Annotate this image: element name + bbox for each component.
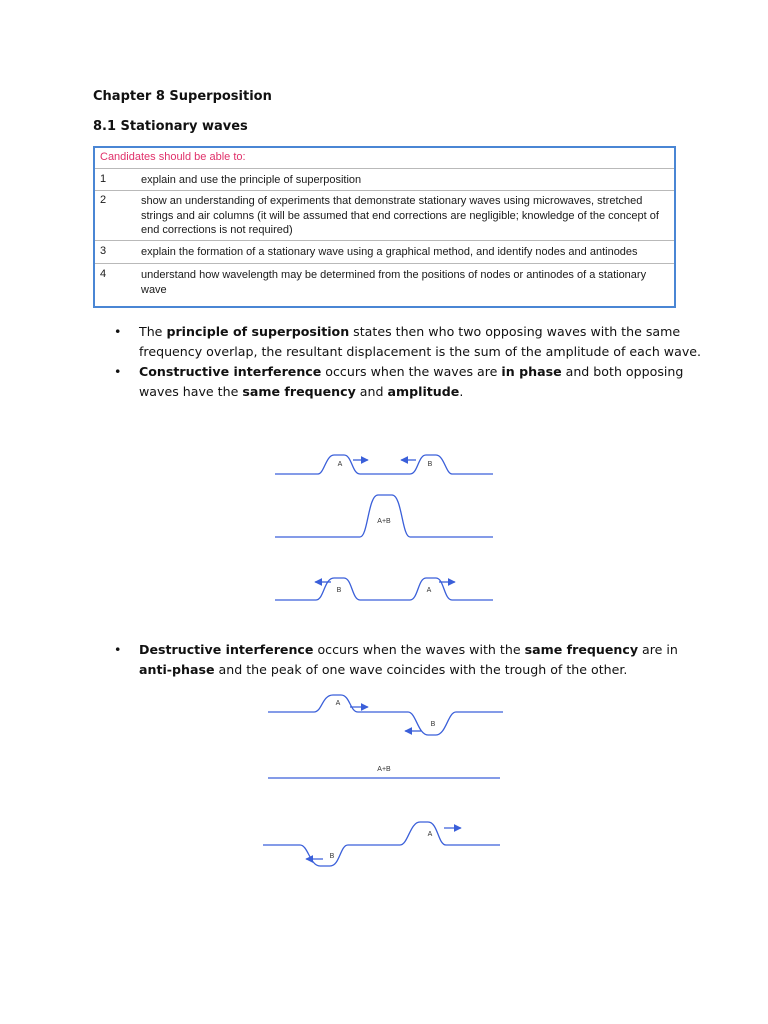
objective-text: show an understanding of experiments that demonstrate stationary waves using microwaves, stretched strings and air columns (it will be assumed that end corrections are negligible; knowledge of the concept of end corrections is not required) <box>141 195 659 236</box>
text-run: and <box>355 384 388 399</box>
text-run: are in <box>638 642 678 657</box>
objective-text: explain and use the principle of superposition <box>141 174 362 186</box>
term-amplitude: amplitude <box>387 384 460 399</box>
term-same-frequency: same frequency <box>242 384 356 399</box>
label-b: B <box>430 721 436 728</box>
term-same-frequency: same frequency <box>524 642 639 657</box>
bullet-dot: • <box>114 324 122 339</box>
bullet-dot: • <box>114 364 122 379</box>
text-run: states then who two opposing waves with the same frequency overlap, the resultant displacement is the sum of the amplitude of each wave. <box>139 324 702 359</box>
objective-number: 3 <box>100 245 107 257</box>
label-a: A <box>426 587 432 594</box>
term-anti-phase: anti-phase <box>139 662 215 677</box>
term-constructive-interference: Constructive interference <box>139 364 322 379</box>
wave-destructive-before <box>268 695 503 735</box>
wave-constructive-before <box>275 455 493 474</box>
label-a: A <box>337 461 343 468</box>
label-b: B <box>329 853 335 860</box>
objective-number: 4 <box>100 268 107 280</box>
objective-text: explain the formation of a stationary wave using a graphical method, and identify nodes and antinodes <box>141 246 638 258</box>
text-run: and the peak of one wave coincides with the trough of the other. <box>214 662 628 677</box>
label-b: B <box>427 461 433 468</box>
text-run: The <box>139 324 167 339</box>
section-title: 8.1 Stationary waves <box>93 119 248 134</box>
text-run: and both opposing waves have the <box>139 364 684 399</box>
wave-constructive-superposed <box>275 495 493 537</box>
text-run: . <box>459 384 464 399</box>
label-sum: A+B <box>377 518 391 525</box>
term-principle-of-superposition: principle of superposition <box>166 324 350 339</box>
label-sum: A+B <box>377 766 391 773</box>
term-in-phase: in phase <box>501 364 562 379</box>
label-a: A <box>335 700 341 707</box>
wave-constructive-after <box>275 578 493 600</box>
text-run: occurs when the waves are <box>321 364 502 379</box>
objective-number: 1 <box>100 173 107 185</box>
chapter-title: Chapter 8 Superposition <box>93 89 272 104</box>
text-run: occurs when the waves with the <box>313 642 525 657</box>
term-destructive-interference: Destructive interference <box>139 642 314 657</box>
objectives-heading: Candidates should be able to: <box>100 151 246 163</box>
objective-number: 2 <box>100 194 107 206</box>
wave-destructive-after <box>263 822 500 866</box>
bullet-dot: • <box>114 642 122 657</box>
label-b: B <box>336 587 342 594</box>
objective-text: understand how wavelength may be determined from the positions of nodes or antinodes of a stationary wave <box>141 269 647 296</box>
label-a: A <box>427 831 433 838</box>
